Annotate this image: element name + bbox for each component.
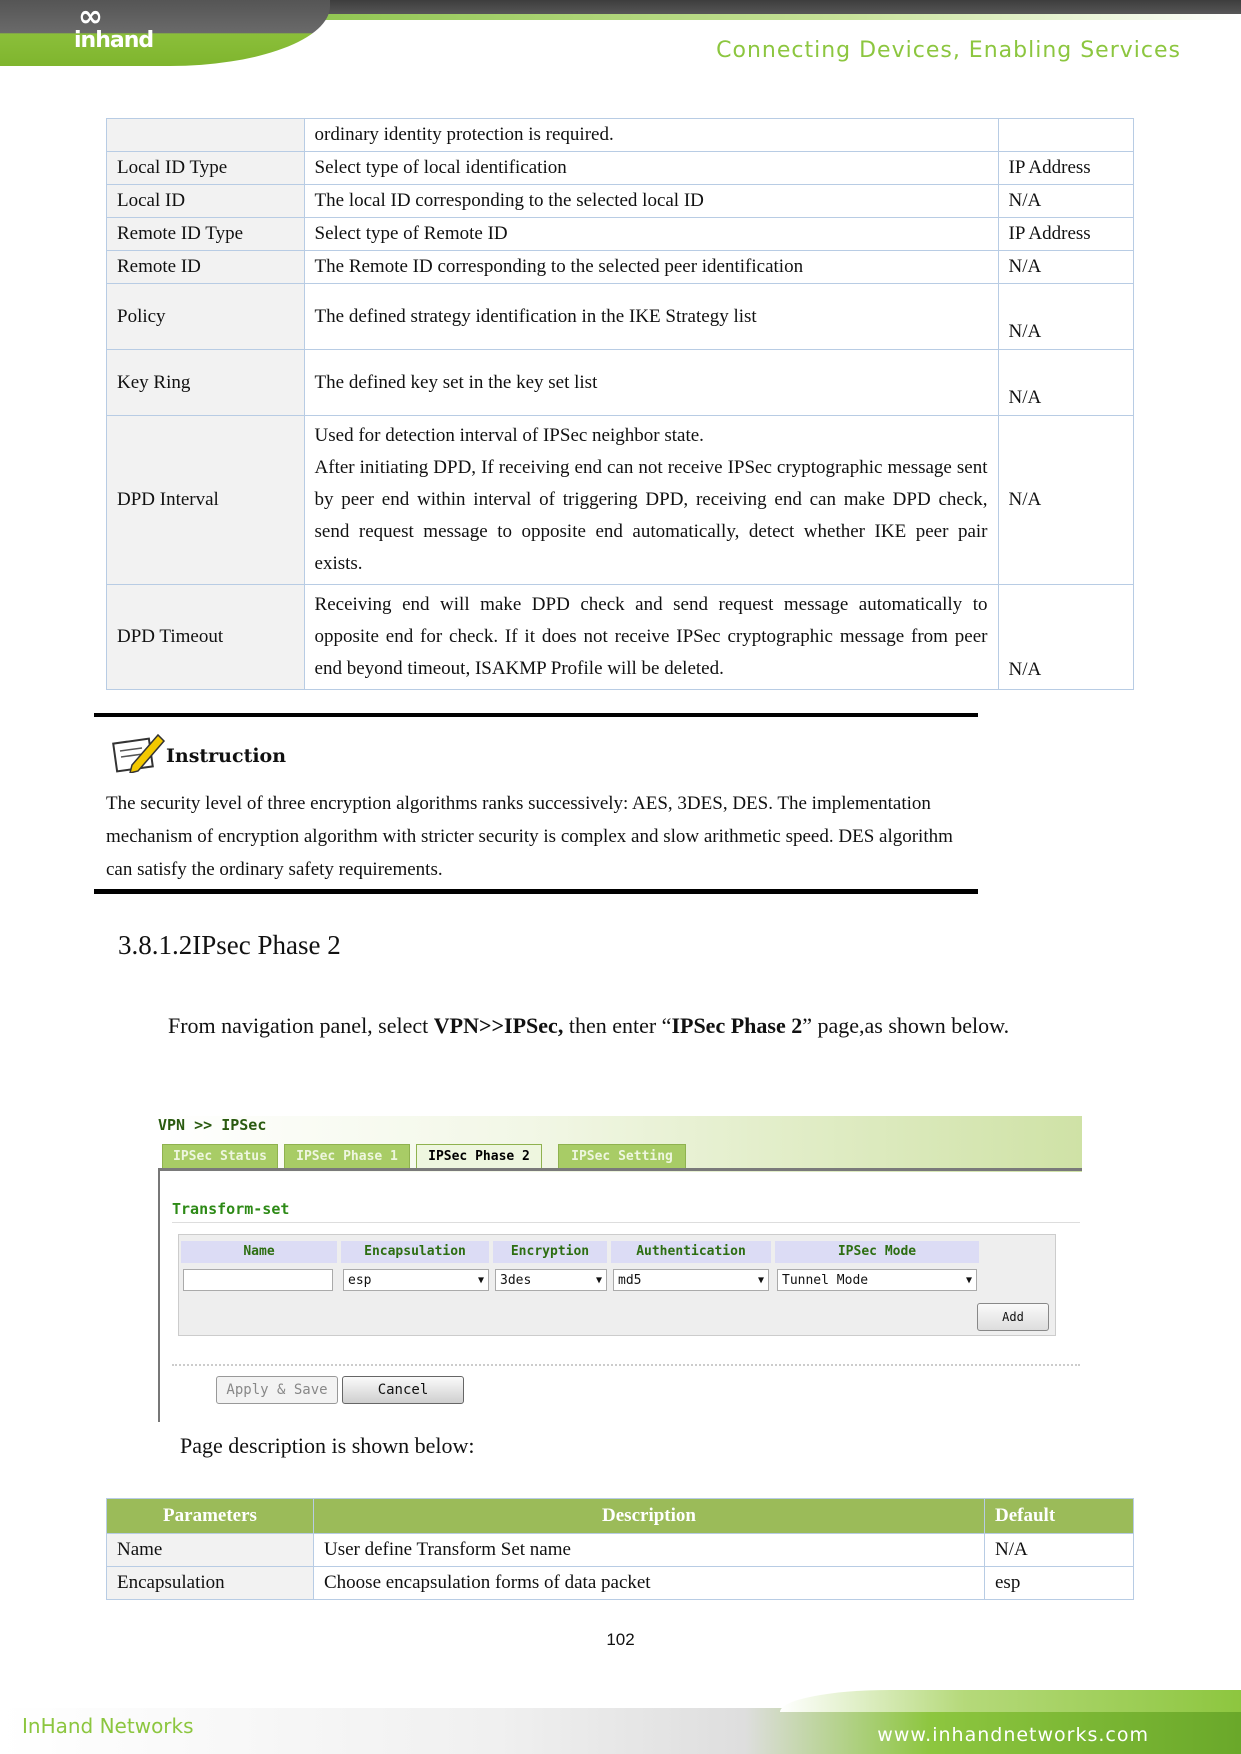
col-authentication-header: Authentication: [611, 1241, 771, 1263]
desc-cell: Choose encapsulation forms of data packet: [314, 1567, 985, 1600]
instruction-box: [94, 713, 978, 894]
default-cell: N/A: [985, 1534, 1134, 1567]
tab-ipsec-phase-2[interactable]: IPSec Phase 2: [416, 1144, 542, 1169]
tab-ipsec-setting[interactable]: IPSec Setting: [558, 1144, 686, 1169]
pencil-note-icon: [112, 731, 166, 773]
desc-cell: The defined strategy identification in the IKE Strategy list: [304, 284, 998, 350]
ike-parameters-table: [106, 118, 1134, 690]
cancel-button[interactable]: Cancel: [342, 1376, 464, 1404]
page-header: [0, 0, 1241, 70]
header-slogan: Connecting Devices, Enabling Services: [716, 38, 1181, 63]
encapsulation-select[interactable]: [343, 1269, 489, 1291]
param-cell: DPD Timeout: [107, 585, 305, 690]
dropdown-arrow-icon: ▼: [757, 1275, 764, 1286]
name-input[interactable]: [183, 1269, 333, 1291]
transform-set-parameters-table: [106, 1498, 1134, 1600]
param-cell: Policy: [107, 284, 305, 350]
instruction-body: The security level of three encryption algorithms ranks successively: AES, 3DES, DES. The implementation mechanism of encryption algorithm with stricter security is complex and slow arithmetic speed. DES algorithm can satisfy the ordinary safety requirements.: [106, 793, 953, 880]
table-row: [107, 1567, 1134, 1600]
table-row: [107, 152, 1134, 185]
add-button[interactable]: Add: [977, 1303, 1049, 1331]
instruction-title: Instruction: [166, 745, 287, 767]
section-heading: 3.8.1.2IPsec Phase 2: [118, 930, 341, 960]
panel-border: [158, 1168, 160, 1422]
select-value: esp: [348, 1273, 372, 1288]
infinity-icon: ∞: [78, 0, 103, 34]
col-name-header: Name: [181, 1241, 337, 1263]
table-header-row: [107, 1499, 1134, 1534]
para-text: then enter “: [563, 1013, 672, 1038]
desc-cell: [304, 416, 998, 585]
divider: [172, 1222, 1080, 1223]
apply-save-button[interactable]: Apply & Save: [216, 1376, 338, 1404]
transform-set-form: [178, 1234, 1056, 1336]
param-cell: Remote ID Type: [107, 218, 305, 251]
page-number: 102: [606, 1630, 635, 1649]
col-ipsec-mode-header: IPSec Mode: [775, 1241, 979, 1263]
desc-body: After initiating DPD, If receiving end can not receive IPSec cryptographic message sent by peer end within interval of triggering DPD, receiving end can make DPD check, send request message to opposite end automatically, detect whether IKE peer pair exists.: [314, 457, 988, 574]
tab-underline: [158, 1168, 1082, 1171]
table-row: [107, 416, 1134, 585]
dropdown-arrow-icon: ▼: [965, 1275, 972, 1286]
desc-cell: User define Transform Set name: [314, 1534, 985, 1567]
table-row: [107, 251, 1134, 284]
select-value: Tunnel Mode: [782, 1273, 869, 1288]
param-cell: DPD Interval: [107, 416, 305, 585]
col-header: Default: [985, 1499, 1134, 1534]
tab-ipsec-status[interactable]: IPSec Status: [162, 1144, 278, 1169]
table-row: [107, 119, 1134, 152]
table-row: [107, 585, 1134, 690]
dropdown-arrow-icon: ▼: [477, 1275, 484, 1286]
inhand-logo: [62, 2, 152, 58]
dropdown-arrow-icon: ▼: [595, 1275, 602, 1286]
encryption-select[interactable]: [495, 1269, 607, 1291]
default-cell: esp: [985, 1567, 1134, 1600]
table-row: [107, 350, 1134, 416]
param-cell: Encapsulation: [107, 1567, 314, 1600]
table-row: [107, 218, 1134, 251]
section-paragraph: [118, 1010, 1122, 1042]
table-row: [107, 284, 1134, 350]
desc-cell: Select type of Remote ID: [304, 218, 998, 251]
footer-company: InHand Networks: [22, 1714, 194, 1738]
default-cell: N/A: [998, 350, 1134, 416]
footer-url: www.inhandnetworks.com: [877, 1724, 1149, 1746]
param-cell: Remote ID: [107, 251, 305, 284]
ipsec-mode-select[interactable]: [777, 1269, 977, 1291]
param-cell: Key Ring: [107, 350, 305, 416]
header-green-line: [260, 14, 1241, 20]
ipsec-phase2-screenshot: [158, 1116, 1082, 1422]
default-cell: N/A: [998, 284, 1134, 350]
param-cell: [107, 119, 305, 152]
page-footer: [0, 1690, 1241, 1754]
default-cell: IP Address: [998, 218, 1134, 251]
default-cell: N/A: [998, 251, 1134, 284]
col-encapsulation-header: Encapsulation: [341, 1241, 489, 1263]
breadcrumb: VPN >> IPSec: [158, 1116, 267, 1134]
param-cell: Name: [107, 1534, 314, 1567]
select-value: md5: [618, 1273, 642, 1288]
transform-set-title: Transform-set: [172, 1200, 290, 1218]
select-value: 3des: [500, 1273, 532, 1288]
default-cell: IP Address: [998, 152, 1134, 185]
table-row: [107, 1534, 1134, 1567]
desc-line: Used for detection interval of IPSec neighbor state.: [314, 425, 704, 446]
desc-cell: ordinary identity protection is required.: [304, 119, 998, 152]
col-encryption-header: Encryption: [493, 1241, 607, 1263]
footer-swoosh: [780, 1690, 1241, 1712]
header-logo-block: [0, 0, 330, 66]
default-cell: N/A: [998, 185, 1134, 218]
col-header: Parameters: [107, 1499, 314, 1534]
desc-cell: Receiving end will make DPD check and send request message automatically to opposite end for check. If it does not receive IPSec cryptographic message from peer end beyond timeout, ISAKMP Profile will be deleted.: [304, 585, 998, 690]
default-cell: [998, 119, 1134, 152]
desc-cell: Select type of local identification: [304, 152, 998, 185]
authentication-select[interactable]: [613, 1269, 769, 1291]
col-header: Description: [314, 1499, 985, 1534]
desc-cell: The defined key set in the key set list: [304, 350, 998, 416]
dotted-divider: [172, 1364, 1080, 1366]
page-name: IPSec Phase 2: [671, 1013, 803, 1038]
default-cell: N/A: [998, 416, 1134, 585]
tab-ipsec-phase-1[interactable]: IPSec Phase 1: [284, 1144, 410, 1169]
caption: Page description is shown below:: [180, 1433, 475, 1458]
para-text: ” page,as shown below.: [802, 1013, 1010, 1038]
param-cell: Local ID: [107, 185, 305, 218]
param-cell: Local ID Type: [107, 152, 305, 185]
desc-cell: The Remote ID corresponding to the selected peer identification: [304, 251, 998, 284]
nav-path: VPN>>IPSec,: [433, 1013, 564, 1038]
default-cell: N/A: [998, 585, 1134, 690]
desc-cell: The local ID corresponding to the selected local ID: [304, 185, 998, 218]
para-text: From navigation panel, select: [168, 1013, 434, 1038]
table-row: [107, 185, 1134, 218]
logo-text: inhand: [74, 28, 154, 53]
